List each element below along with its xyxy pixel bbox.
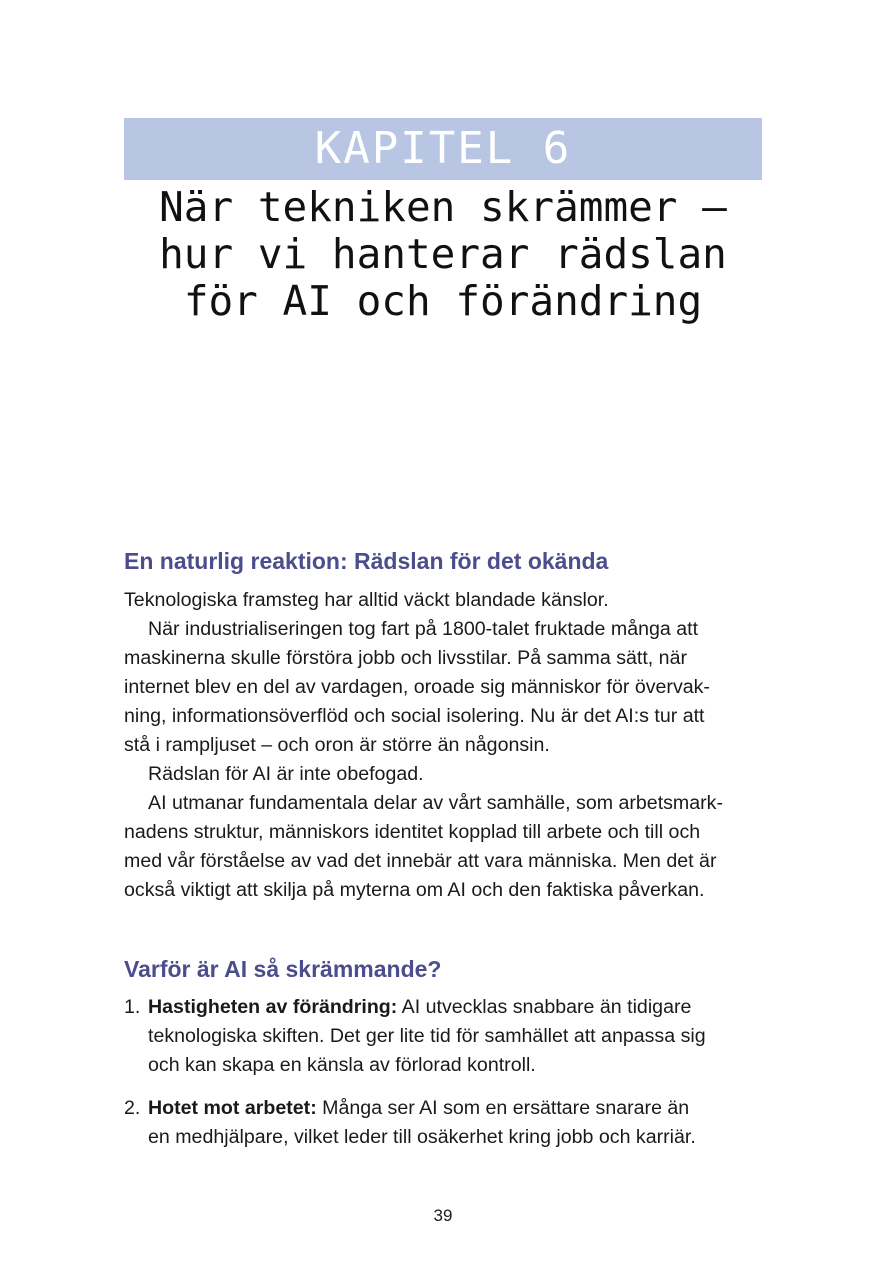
page-number: 39 [433, 1206, 453, 1225]
section-body-natural-reaction [124, 586, 764, 905]
list-item-text: Många ser AI som en ersättare snarare än [316, 1097, 690, 1119]
paragraph-line: med vår förståelse av vad det innebär att vara människa. Men det är [124, 850, 717, 872]
paragraph-line: maskinerna skulle förstöra jobb och livsstilar. På samma sätt, när [124, 647, 688, 669]
list-line [124, 993, 764, 1022]
section-heading-natural-reaction: En naturlig reaktion: Rädslan för det okända [124, 548, 609, 574]
paragraph-line: När industrialiseringen tog fart på 1800-talet fruktade många att [148, 618, 699, 640]
list-line: en medhjälpare, vilket leder till osäkerhet kring jobb och karriär. [148, 1126, 696, 1148]
list-item-text: AI utvecklas snabbare än tidigare [397, 996, 692, 1018]
list-item [124, 993, 764, 1080]
paragraph-line: Rädslan för AI är inte obefogad. [148, 763, 424, 785]
list-item-term: Hastigheten av förändring: [148, 996, 398, 1018]
list-number: 1. [124, 996, 141, 1018]
list-item-term: Hotet mot arbetet: [148, 1097, 317, 1119]
chapter-title [110, 184, 776, 325]
section-heading-why-scary: Varför är AI så skrämmande? [124, 956, 442, 982]
chapter-banner [124, 118, 762, 180]
list-line: och kan skapa en känsla av förlorad kontroll. [148, 1054, 536, 1076]
list-line [124, 1094, 764, 1123]
chapter-title-line: hur vi hanterar rädslan [159, 230, 727, 278]
list-item [124, 1094, 764, 1152]
paragraph-line: också viktigt att skilja på myterna om AI och den faktiska påverkan. [124, 879, 705, 901]
chapter-label: KAPITEL 6 [314, 123, 572, 174]
paragraph-line: Teknologiska framsteg har alltid väckt blandade känslor. [124, 589, 609, 611]
list-line: teknologiska skiften. Det ger lite tid för samhället att anpassa sig [148, 1025, 706, 1047]
chapter-title-line: När tekniken skrämmer – [159, 183, 727, 231]
paragraph-line: AI utmanar fundamentala delar av vårt samhälle, som arbetsmark- [148, 792, 724, 814]
paragraph-line: ning, informationsöverflöd och social isolering. Nu är det AI:s tur att [124, 705, 705, 727]
list-number: 2. [124, 1097, 141, 1119]
paragraph-line: internet blev en del av vardagen, oroade sig människor för övervak- [124, 676, 710, 698]
paragraph-line: nadens struktur, människors identitet kopplad till arbete och till och [124, 821, 701, 843]
paragraph-line: stå i rampljuset – och oron är större än någonsin. [124, 734, 550, 756]
chapter-title-line: för AI och förändring [183, 277, 703, 325]
